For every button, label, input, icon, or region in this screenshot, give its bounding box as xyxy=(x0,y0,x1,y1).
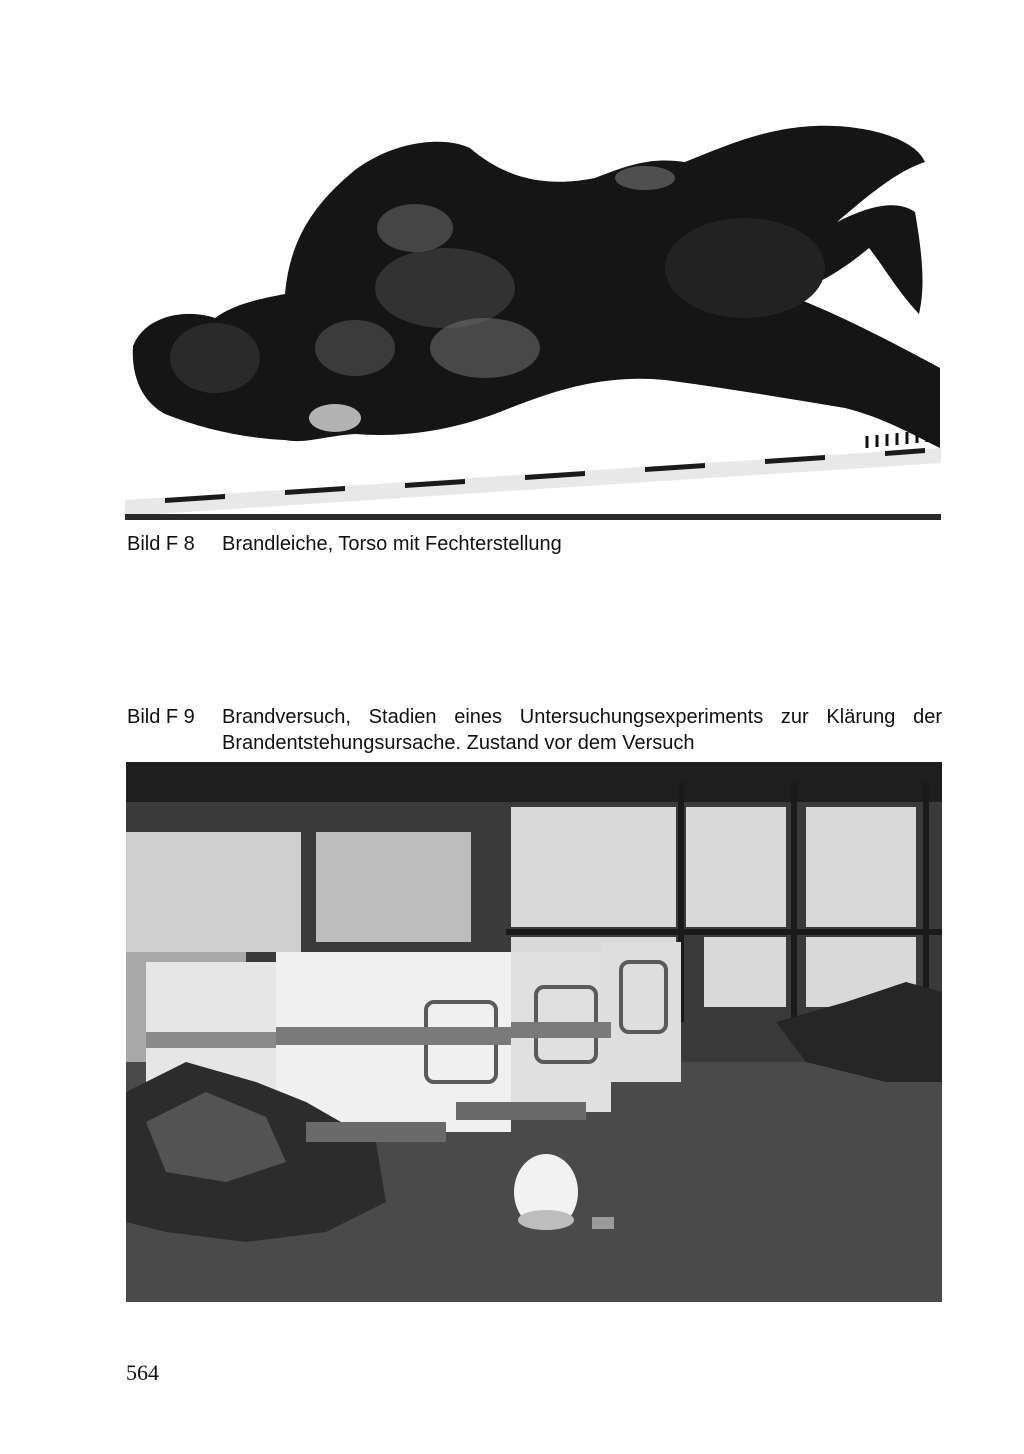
burned-torso-image xyxy=(125,118,941,520)
figure-f9-caption xyxy=(127,704,942,758)
figure-f8-label: Bild F 8 xyxy=(127,533,195,555)
figure-f9-caption-text: Brandversuch, Stadien eines Untersuchungsexperiments zur Klärung der Brandentstehungsursache. Zustand vor dem Versuch xyxy=(222,706,942,754)
figure-f8-caption xyxy=(127,531,942,559)
page-number: 564 xyxy=(126,1360,159,1385)
fire-experiment-room-image xyxy=(126,762,942,1302)
figure-f8-caption-text: Brandleiche, Torso mit Fechterstellung xyxy=(222,533,562,555)
figure-f9-photo xyxy=(126,762,942,1302)
figure-f9-label: Bild F 9 xyxy=(127,706,195,728)
figure-f8-photo xyxy=(125,118,941,520)
